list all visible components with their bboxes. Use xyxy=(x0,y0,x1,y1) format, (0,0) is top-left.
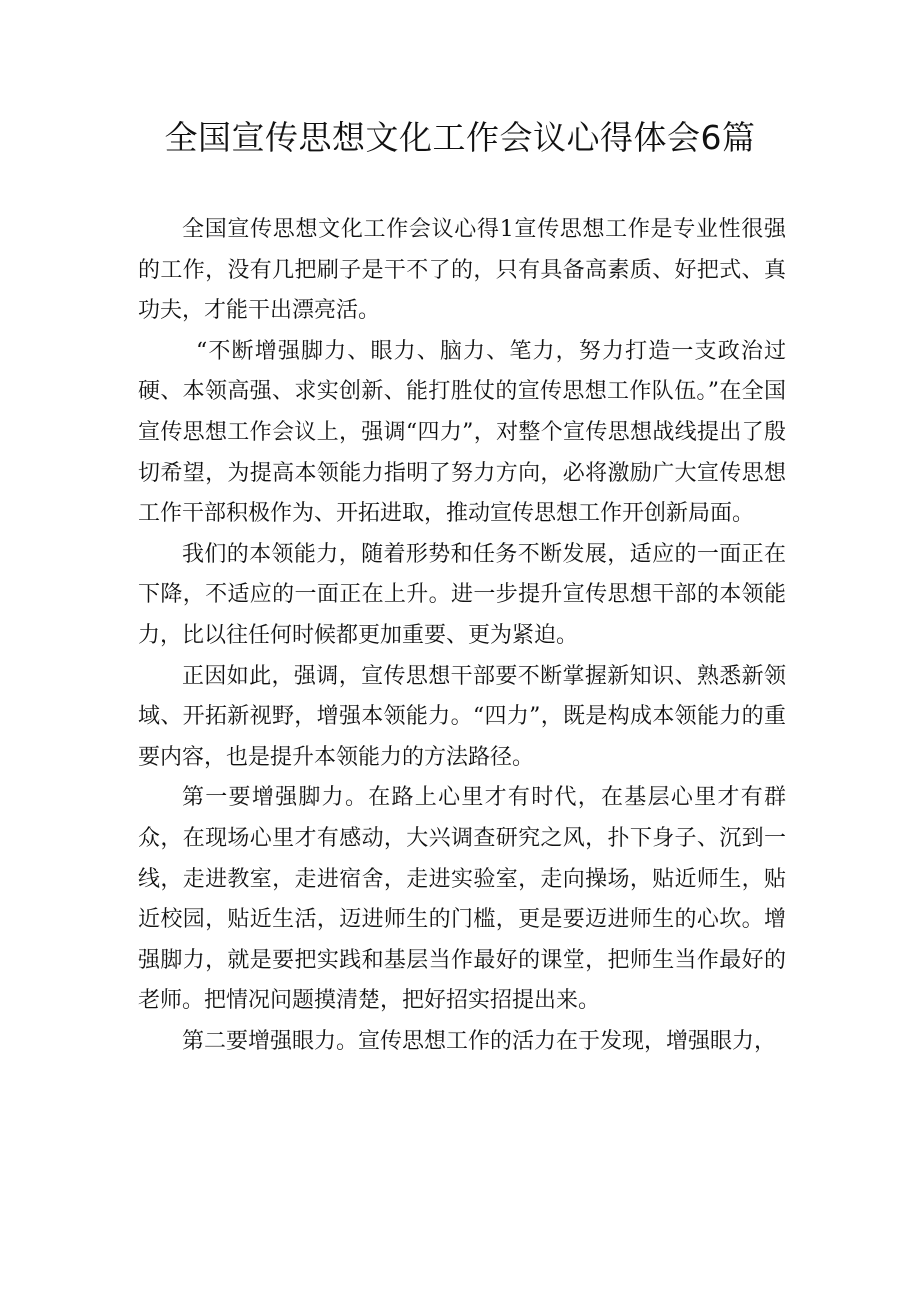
paragraph-2: “不断增强脚力、眼力、脑力、笔力，努力打造一支政治过硬、本领高强、求实创新、能打胜仗的宣传思想工作队伍。”在全国宣传思想工作会议上，强调“四力”，对整个宣传思想战线提出了殷切希望，为提高本领能力指明了努力方向，必将激励广大宣传思想工作干部积极作为、开拓进取，推动宣传思想工作开创新局面。 xyxy=(138,338,786,527)
paragraph-6: 第二要增强眼力。宣传思想工作的活力在于发现，增强眼力， xyxy=(182,1028,777,1054)
paragraph-4: 正因如此，强调，宣传思想干部要不断掌握新知识、熟悉新领域、开拓新视野，增强本领能力。“四力”，既是构成本领能力的重要内容，也是提升本领能力的方法路径。 xyxy=(138,663,786,770)
paragraph-1: 全国宣传思想文化工作会议心得1宣传思想工作是专业性很强的工作，没有几把刷子是干不了的，只有具备高素质、好把式、真功夫，才能干出漂亮活。 xyxy=(138,217,786,324)
paragraph-3: 我们的本领能力，随着形势和任务不断发展，适应的一面正在下降，不适应的一面正在上升。进一步提升宣传思想干部的本领能力，比以往任何时候都更加重要、更为紧迫。 xyxy=(138,541,786,648)
document-title: 全国宣传思想文化工作会议心得体会6篇 xyxy=(164,118,756,157)
paragraph-5: 第一要增强脚力。在路上心里才有时代，在基层心里才有群众，在现场心里才有感动，大兴调查研究之风，扑下身子、沉到一线，走进教室，走进宿舍，走进实验室，走向操场，贴近师生，贴近校园，贴近生活，迈进师生的门槛，更是要迈进师生的心坎。增强脚力，就是要把实践和基层当作最好的课堂，把师生当作最好的老师。把情况问题摸清楚，把好招实招提出来。 xyxy=(138,785,786,1014)
document-body xyxy=(138,210,786,1062)
